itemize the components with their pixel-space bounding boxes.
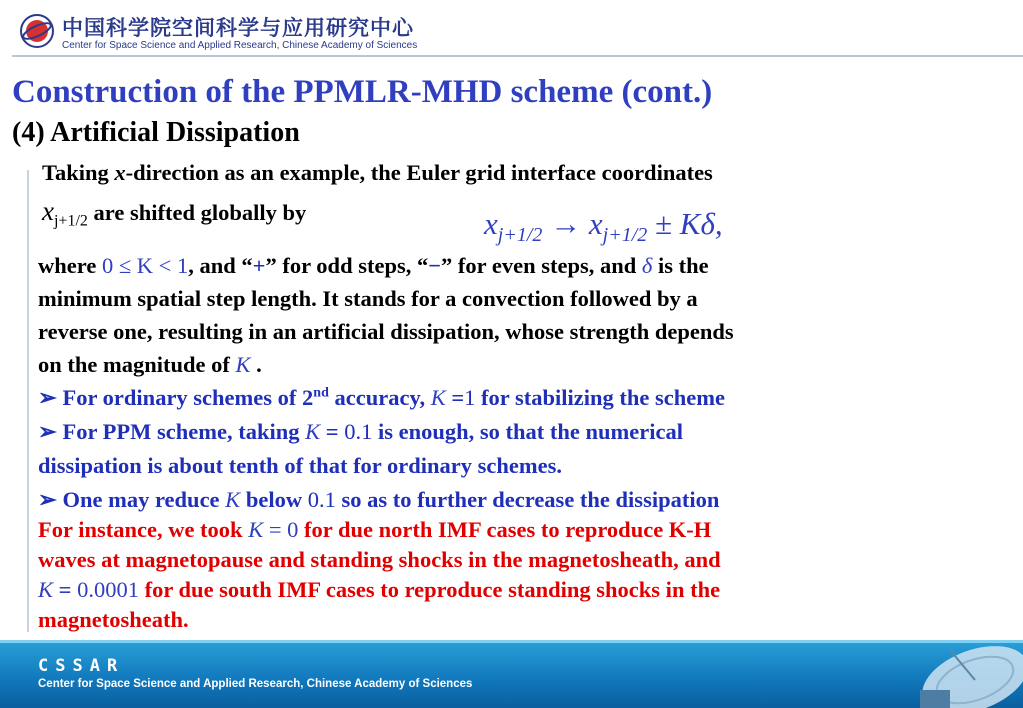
text-where: where (38, 253, 102, 278)
paragraph-line-2 (42, 196, 306, 231)
text-magnitude: on the magnitude of (38, 352, 236, 377)
bullet-ppm-scheme-line-2: dissipation is about tenth of that for ordinary schemes. (38, 453, 562, 478)
left-margin-divider (27, 170, 29, 632)
math-k: K (305, 419, 321, 444)
text-stabilizing: for stabilizing the scheme (475, 385, 725, 410)
math-value: 0.1 (344, 419, 373, 444)
shift-equation (484, 206, 723, 247)
eq-rhs-subscript: j+1/2 (602, 224, 648, 247)
math-minus-sign: − (428, 253, 442, 278)
text-equals: = (445, 385, 465, 410)
paragraph-where-line-2: minimum spatial step length. It stands for a convection followed by a (38, 286, 698, 311)
math-plus-sign: + (252, 253, 266, 278)
math-k-range: 0 ≤ K < 1 (101, 253, 189, 278)
text-direction: -direction as an example, the Euler grid interface coordinates (125, 160, 713, 185)
bullet-ppm-scheme (38, 419, 683, 445)
eq-lhs-x: x (484, 206, 498, 241)
math-value: 0.1 (307, 487, 336, 512)
org-name-english: Center for Space Science and Applied Research, Chinese Academy of Sciences (62, 40, 418, 51)
math-k: K (38, 577, 54, 602)
text-is-the: is the (652, 253, 709, 278)
superscript-nd: nd (313, 385, 329, 401)
example-line-4: magnetosheath. (38, 607, 189, 632)
math-k: K (430, 385, 446, 410)
text-north-imf: for due north IMF cases to reproduce K-H (298, 517, 712, 542)
text-taking: Taking (42, 160, 109, 185)
example-line-1 (38, 517, 711, 543)
math-value: 0.0001 (77, 577, 139, 602)
text-decrease: so as to further decrease the dissipation (335, 487, 720, 512)
bullet-text: ➢ One may reduce (38, 487, 226, 512)
text-and: , and “ (188, 253, 253, 278)
eq-plus-minus-term: ± Kδ, (655, 206, 723, 241)
org-name-chinese: 中国科学院空间科学与应用研究中心 (62, 16, 414, 40)
eq-rhs-x: x (588, 206, 603, 241)
eq-lhs-subscript: j+1/2 (497, 224, 543, 247)
example-line-2: waves at magnetopause and standing shocks in the magnetosheath, and (38, 547, 721, 572)
slide-footer (0, 640, 1023, 708)
math-value: 0 (287, 517, 299, 542)
bullet-reduce-k (38, 487, 719, 513)
math-subscript: j+1/2 (53, 212, 88, 230)
bullet-text: ➢ For ordinary schemes of 2 (38, 385, 314, 410)
math-k: K (225, 487, 241, 512)
slide-header (0, 0, 1023, 58)
radio-dish-icon (880, 640, 1023, 708)
text-south-imf: for due south IMF cases to reproduce standing shocks in the (138, 577, 721, 602)
text-even-steps: ” for even steps, and (441, 253, 642, 278)
math-k: K (248, 517, 264, 542)
text-equals: = (263, 517, 288, 542)
text-period: . (250, 352, 262, 377)
text-shifted: are shifted globally by (87, 200, 307, 225)
header-divider (12, 55, 1023, 57)
cssar-emblem-icon (20, 14, 54, 48)
paragraph-where-line-4 (38, 352, 262, 378)
math-x-coordinate: x (42, 196, 54, 226)
text-enough: is enough, so that the numerical (372, 419, 684, 444)
text-for-instance: For instance, we took (38, 517, 249, 542)
math-value: 1 (464, 385, 476, 410)
bullet-text: ➢ For PPM scheme, taking (38, 419, 306, 444)
text-equals: = (53, 577, 78, 602)
slide-title: Construction of the PPMLR-MHD scheme (cont.) (12, 74, 713, 110)
paragraph-where-line-1 (38, 253, 709, 279)
text-below: below (240, 487, 308, 512)
footer-highlight-strip (0, 640, 1023, 643)
footer-org-name: Center for Space Science and Applied Research, Chinese Academy of Sciences (38, 678, 473, 690)
math-x: x (114, 160, 126, 185)
math-delta: δ (641, 253, 653, 278)
math-k: K (235, 352, 251, 377)
text-accuracy: accuracy, (328, 385, 431, 410)
arrow-icon: → (550, 206, 582, 241)
paragraph-where-line-3: reverse one, resulting in an artificial dissipation, whose strength depends (38, 319, 734, 344)
text-equals: = (320, 419, 345, 444)
example-line-3 (38, 577, 720, 603)
footer-logo: CSSAR (38, 656, 125, 676)
text-odd-steps: ” for odd steps, “ (265, 253, 429, 278)
section-heading: (4) Artificial Dissipation (12, 117, 300, 148)
bullet-ordinary-schemes (38, 385, 725, 411)
paragraph-line-1 (42, 160, 713, 186)
